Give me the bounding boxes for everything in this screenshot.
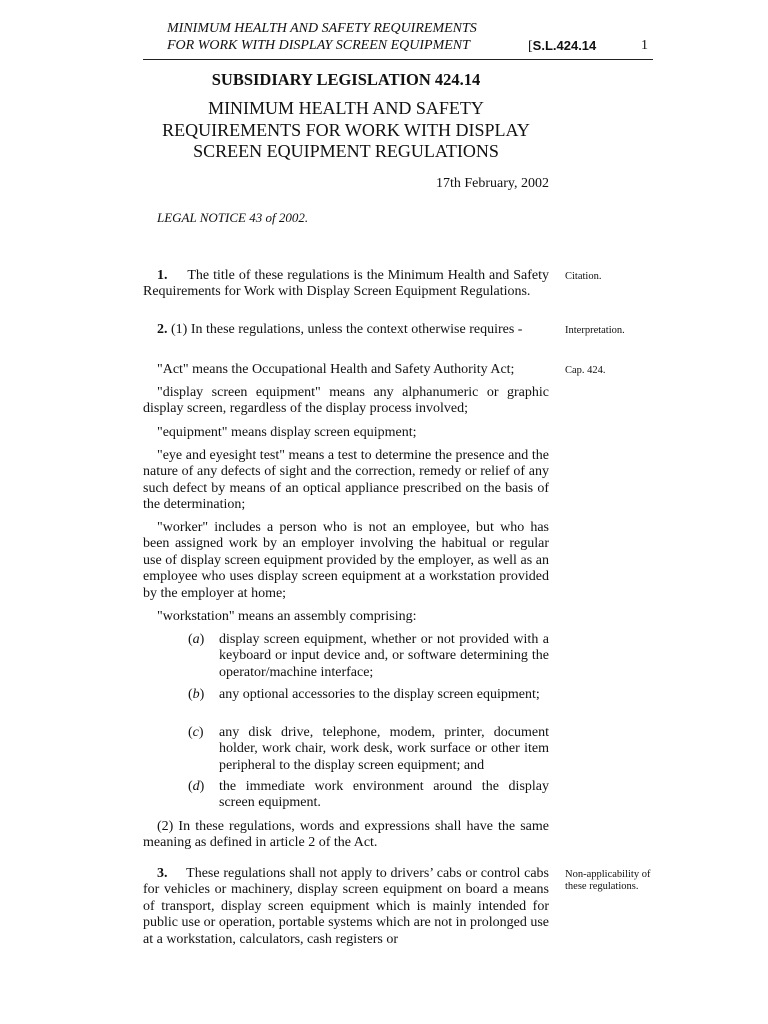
section-1-number: 1. [157,268,168,283]
section-3-number: 3. [157,866,168,881]
item-text: any optional accessories to the display screen equipment; [219,687,540,702]
margin-note-cap-424: Cap. 424. [565,365,606,376]
title-line-2: REQUIREMENTS FOR WORK WITH DISPLAY [162,119,530,140]
running-header-title [167,20,507,54]
document-date: 17th February, 2002 [435,176,549,191]
item-label: (a) [188,632,205,647]
section-1 [143,268,549,301]
workstation-item-c [188,725,549,774]
subsidiary-legislation-heading: SUBSIDIARY LEGISLATION 424.14 [211,70,481,89]
page-number: 1 [641,38,648,53]
workstation-item-b [188,687,549,703]
title-line-1: MINIMUM HEALTH AND SAFETY [208,98,484,118]
definition-equipment: "equipment" means display screen equipment; [157,425,417,440]
reference-code: S.L.424.14 [532,38,597,53]
definition-eye-and-eyesight-test: "eye and eyesight test" means a test to determine the presence and the nature of any defects of sight and the correction, remedy or relief of any such defect by means of an optical appliance prescribed on the basis of the determination; [143,448,549,513]
workstation-item-d [188,779,549,812]
section-2-subsection-2: (2) In these regulations, words and expressions shall have the same meaning as defined in article 2 of the Act. [143,819,549,851]
header-rule [143,59,653,60]
item-text: display screen equipment, whether or not provided with a keyboard or input device and, or software determining the operator/machine interface; [219,632,549,680]
section-2-number: 2. [157,322,168,337]
definition-workstation: "workstation" means an assembly comprising: [157,609,417,624]
item-text: any disk drive, telephone, modem, printer, document holder, work chair, work desk, work surface or other item peripheral to the display screen equipment; and [219,725,549,773]
legal-notice: LEGAL NOTICE 43 of 2002. [157,210,309,225]
margin-note-interpretation: Interpretation. [565,325,625,336]
regulation-reference [528,38,596,55]
item-label: (d) [188,779,205,794]
section-2-text: (1) In these regulations, unless the context otherwise requires - [171,322,523,337]
definition-act: "Act" means the Occupational Health and Safety Authority Act; [157,362,515,377]
reference-bracket: [ [528,39,533,54]
section-3-text: These regulations shall not apply to drivers’ cabs or control cabs for vehicles or machinery, display screen equipment on board a means of transport, display screen equipment which is mainly intended for public use or operation, portable systems which are not in prolonged use at a workstation, calculators, cash registers or [143,866,549,947]
running-header-line-1: MINIMUM HEALTH AND SAFETY REQUIREMENTS [167,21,477,36]
definition-worker: "worker" includes a person who is not an employee, but who has been assigned work by an employer involving the habitual or regular use of display screen equipment provided by the employer, as well as an employee who uses display screen equipment at a workstation provided by the employer at home; [143,520,549,601]
section-1-text: The title of these regulations is the Minimum Health and Safety Requirements for Work with Display Screen Equipment Regulations. [143,268,549,300]
running-header-line-2: FOR WORK WITH DISPLAY SCREEN EQUIPMENT [167,38,470,53]
workstation-item-a [188,632,549,681]
document-title [143,98,549,163]
item-label: (b) [188,687,205,702]
item-text: the immediate work environment around the display screen equipment. [219,779,549,811]
section-2 [143,322,549,338]
section-3 [143,866,549,948]
title-line-3: SCREEN EQUIPMENT REGULATIONS [193,141,499,161]
margin-note-non-applicability: Non-applicability of these regulations. [565,869,651,892]
item-label: (c) [188,725,204,740]
definition-display-screen-equipment: "display screen equipment" means any alphanumeric or graphic display screen, regardless of the display process involved; [143,385,549,417]
margin-note-citation: Citation. [565,271,602,282]
